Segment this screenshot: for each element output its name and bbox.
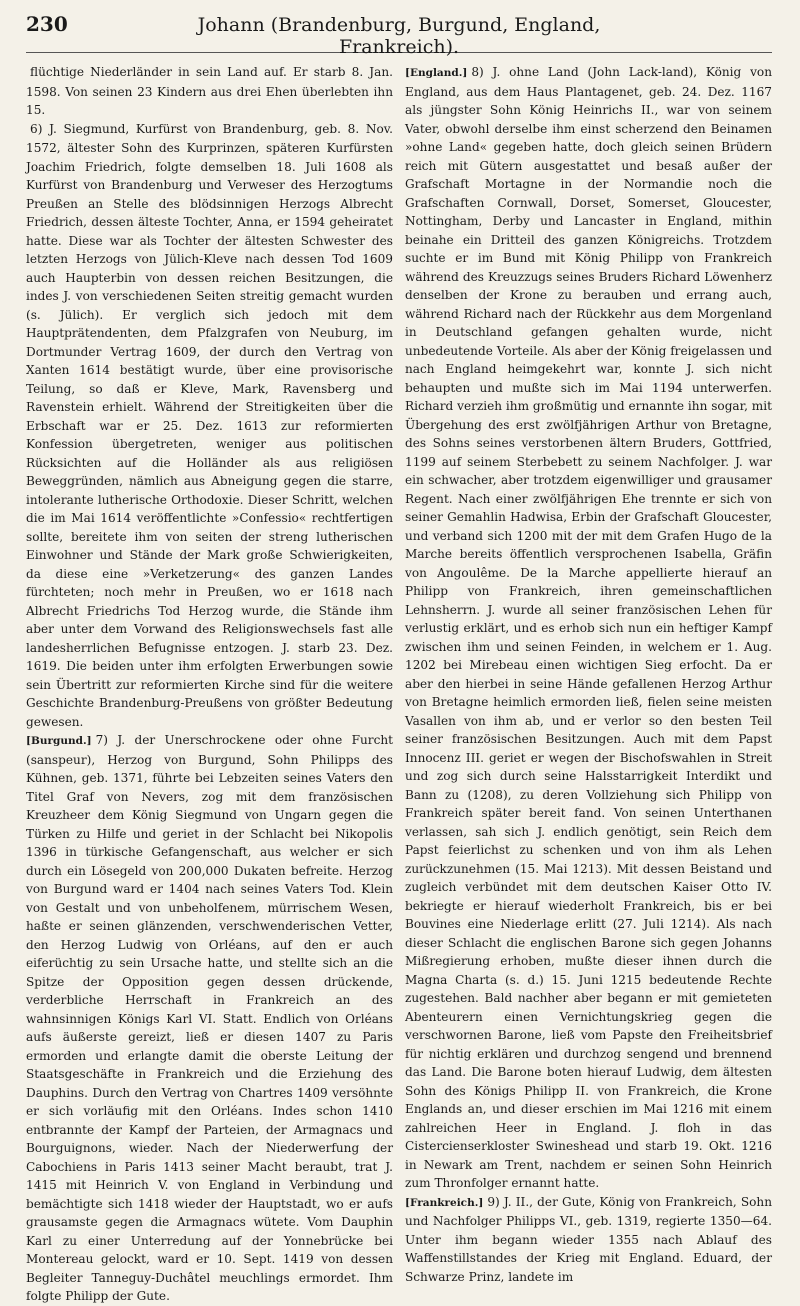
- section-tag: [Frankreich.]: [405, 1196, 484, 1209]
- columns: [26, 63, 772, 1306]
- paragraph-text: 7) J. der Unerschrockene oder ohne Furcht (sanspeur), Herzog von Burgund, Sohn Philipps des Kühnen, geb. 1371, führte bei Lebzeiten seines Vaters den Titel Graf von Nevers, zog mit dem französischen Kreuzheer dem König Siegmund von Ungarn gegen die Türken zu Hilfe und geriet in der Schlacht bei Nikopolis 1396 in türkische Gefangenschaft, aus welcher er sich durch ein Lösegeld von 200,000 Dukaten befreite. Herzog von Burgund ward er 1404 nach seines Vaters Tod. Klein von Gestalt und von unbeholfenem, mürrischem Wesen, haßte er seinen glänzenden, verschwenderischen Vetter, den Herzog Ludwig von Orléans, auf den er auch eiferüchtig zu sein Ursache hatte, und stellte sich an die Spitze der Opposition gegen dessen drückende, verderbliche Herrschaft in Frankreich an des wahnsinnigen Königs Karl VI. Statt. Endlich von Orléans aufs äußerste gereizt, ließ er diesen 1407 zu Paris ermorden und erlangte damit die oberste Leitung der Staatsgeschäfte in Frankreich und die Erziehung des Dauphins. Durch den Vertrag von Chartres 1409 versöhnte er sich vorläufig mit den Orléans. Indes schon 1410 entbrannte der Kampf der Parteien, der Armagnacs und Bourguignons, wieder. Nach der Niederwerfung der Cabochiens in Paris 1413 seiner Macht beraubt, trat J. 1415 mit Heinrich V. von England in Verbindung und bemächtigte sich 1418 wieder der Hauptstadt, wo er aufs grausamste gegen die Armagnacs wütete. Vom Dauphin Karl zu einer Unterredung auf der Yonnebrücke bei Montereau gelockt, ward er 10. Sept. 1419 von dessen Begleiter Tanneguy-Duchâtel meuchlings ermordet. Ihm folgte Philipp der Gute.: [26, 733, 393, 1303]
- paragraph: [26, 120, 393, 732]
- paragraph: [26, 63, 393, 120]
- right-column: [405, 63, 772, 1306]
- page-header: [26, 12, 772, 58]
- paragraph-text: 8) J. ohne Land (John Lack-land), König von England, aus dem Haus Plantagenet, geb. 24. Dez. 1167 als jüngster Sohn König Heinrichs II., war von seinem Vater, obwohl derselbe ihm einst scherzend den Beinamen »ohne Land« gegeben hatte, doch gleich seinen Brüdern reich mit Gütern ausgestattet und besaß außer der Grafschaft Mortagne in der Normandie noch die Grafschaften Cornwall, Dorset, Somerset, Gloucester, Nottingham, Derby und Lancaster in England, mithin beinahe ein Dritteil des ganzen Königreichs. Trotzdem suchte er im Bund mit König Philipp von Frankreich während des Kreuzzugs seines Bruders Richard Löwenherz denselben der Krone zu berauben und errang auch, während Richard nach der Rückkehr aus dem Morgenland in Deutschland gefangen gehalten wurde, nicht unbedeutende Vorteile. Als aber der König freigelassen und nach England heimgekehrt war, konnte J. sich nicht behaupten und mußte sich im Mai 1194 unterwerfen. Richard verzieh ihm großmütig und ernannte ihn sogar, mit Übergehung des erst zwölfjährigen Arthur von Bretagne, des Sohns seines verstorbenen ältern Bruders, Gottfried, 1199 auf seinem Sterbebett zu seinem Nachfolger. J. war ein schwacher, aber trotzdem eigenwilliger und grausamer Regent. Nach einer zwölfjährigen Ehe trennte er sich von seiner Gemahlin Hadwisa, Erbin der Grafschaft Gloucester, und verband sich 1200 mit der mit dem Grafen Hugo de la Marche bereits öffentlich versprochenen Isabella, Gräfin von Angoulême. De la Marche appellierte hierauf an Philipp von Frankreich, ihren gemeinschaftlichen Lehnsherrn. J. wurde all seiner französischen Lehen für verlustig erklärt, und es erhob sich nun ein heftiger Kampf zwischen ihm und seinen Feinden, in welchem er 1. Aug. 1202 bei Mirebeau einen wichtigen Sieg erfocht. Da er aber den hierbei in seine Hände gefallenen Herzog Arthur von Bretagne heimlich ermorden ließ, fielen seine meisten Vasallen von ihm ab, und er verlor so den besten Teil seiner französischen Besitzungen. Auch mit dem Papst Innocenz III. geriet er wegen der Bischofswahlen in Streit und zog sich durch seine Halsstarrigkeit Interdikt und Bann zu (1208), zu deren Vollziehung sich Philipp von Frankreich später bereit fand. Von seinen Unterthanen verlassen, sah sich J. endlich genötigt, sein Reich dem Papst feierlichst zu schenken und von ihm als Lehen zurückzunehmen (15. Mai 1213). Mit dessen Beistand und zugleich verbündet mit dem deutschen Kaiser Otto IV. bekriegte er hierauf wiederholt Frankreich, bis er bei Bouvines eine Niederlage erlitt (27. Juli 1214). Als nach dieser Schlacht die englischen Barone sich gegen Johanns Mißregierung erhoben, mußte dieser ihnen durch die Magna Charta (s. d.) 15. Juni 1215 bedeutende Rechte zugestehen. Bald nachher aber begann er mit gemieteten Abenteurern einen Vernichtungskrieg gegen die verschwornen Barone, ließ vom Papste den Freiheitsbrief für nichtig erklären und durchzog sengend und brennend das Land. Die Barone boten hierauf Ludwig, dem ältesten Sohn des Königs Philipp II. von Frankreich, die Krone Englands an, und dieser erschien im Mai 1216 mit einem zahlreichen Heer in England. J. floh in das Cistercienserkloster Swineshead und starb 19. Okt. 1216 in Newark am Trent, nachdem er seinen Sohn Heinrich zum Thronfolger ernannt hatte.: [405, 65, 772, 1190]
- left-column: [26, 63, 393, 1306]
- paragraph: [405, 1193, 772, 1287]
- paragraph-text: 9) J. II., der Gute, König von Frankreich, Sohn und Nachfolger Philipps VI., geb. 1319, regierte 1350—64. Unter ihm begann wieder 1355 nach Ablauf des Waffenstillstandes der Krieg mit England. Eduard, der Schwarze Prinz, landete im: [405, 1194, 772, 1284]
- paragraph-text: 6) J. Siegmund, Kurfürst von Brandenburg, geb. 8. Nov. 1572, ältester Sohn des Kurprinzen, späteren Kurfürsten Joachim Friedrich, folgte demselben 18. Juli 1608 als Kurfürst von Brandenburg und Verweser des Herzogtums Preußen an Stelle des blödsinnigen Herzogs Albrecht Friedrich, dessen älteste Tochter, Anna, er 1594 geheiratet hatte. Diese war als Tochter der ältesten Schwester des letzten Herzogs von Jülich-Kleve nach dessen Tod 1609 auch Haupterbin von dessen reichen Besitzungen, die indes J. von verschiedenen Seiten streitig gemacht wurden (s. Jülich). Er verglich sich jedoch mit dem Hauptprätendenten, dem Pfalzgrafen von Neuburg, im Dortmunder Vertrag 1609, der durch den Vertrag von Xanten 1614 bestätigt wurde, über eine provisorische Teilung, so daß er Kleve, Mark, Ravensberg und Ravenstein erhielt. Während der Streitigkeiten über die Erbschaft war er 25. Dez. 1613 zur reformierten Konfession übergetreten, weniger aus politischen Rücksichten auf die Holländer als aus religiösen Beweggründen, nämlich aus Abneigung gegen die starre, intolerante lutherische Orthodoxie. Dieser Schritt, welchen die im Mai 1614 veröffentlichte »Confessio« rechtfertigen sollte, bereitete ihm von seiten der streng lutherischen Einwohner und Stände der Mark große Schwierigkeiten, da diese eine »Verketzerung« des ganzen Landes fürchteten; noch mehr in Preußen, wo er 1618 nach Albrecht Friedrichs Tod Herzog wurde, die Stände ihm aber unter dem Vorwand des Religionswechsels fast alle landesherrlichen Befugnisse entzogen. J. starb 23. Dez. 1619. Die beiden unter ihm erfolgten Erwerbungen sowie sein Übertritt zur reformierten Kirche sind für die weitere Geschichte Brandenburg-Preußens von größter Bedeutung gewesen.: [26, 121, 393, 729]
- section-tag: [England.]: [405, 67, 468, 79]
- section-tag: [Burgund.]: [26, 735, 92, 747]
- paragraph-text: flüchtige Niederländer in sein Land auf. Er starb 8. Jan. 1598. Von seinen 23 Kindern aus drei Ehen überlebten ihn 15.: [26, 65, 393, 117]
- paragraph: [405, 63, 772, 1193]
- running-title: Johann (Brandenburg, Burgund, England, Frankreich).: [197, 14, 601, 58]
- paragraph: [26, 731, 393, 1306]
- page-number: 230: [26, 12, 68, 36]
